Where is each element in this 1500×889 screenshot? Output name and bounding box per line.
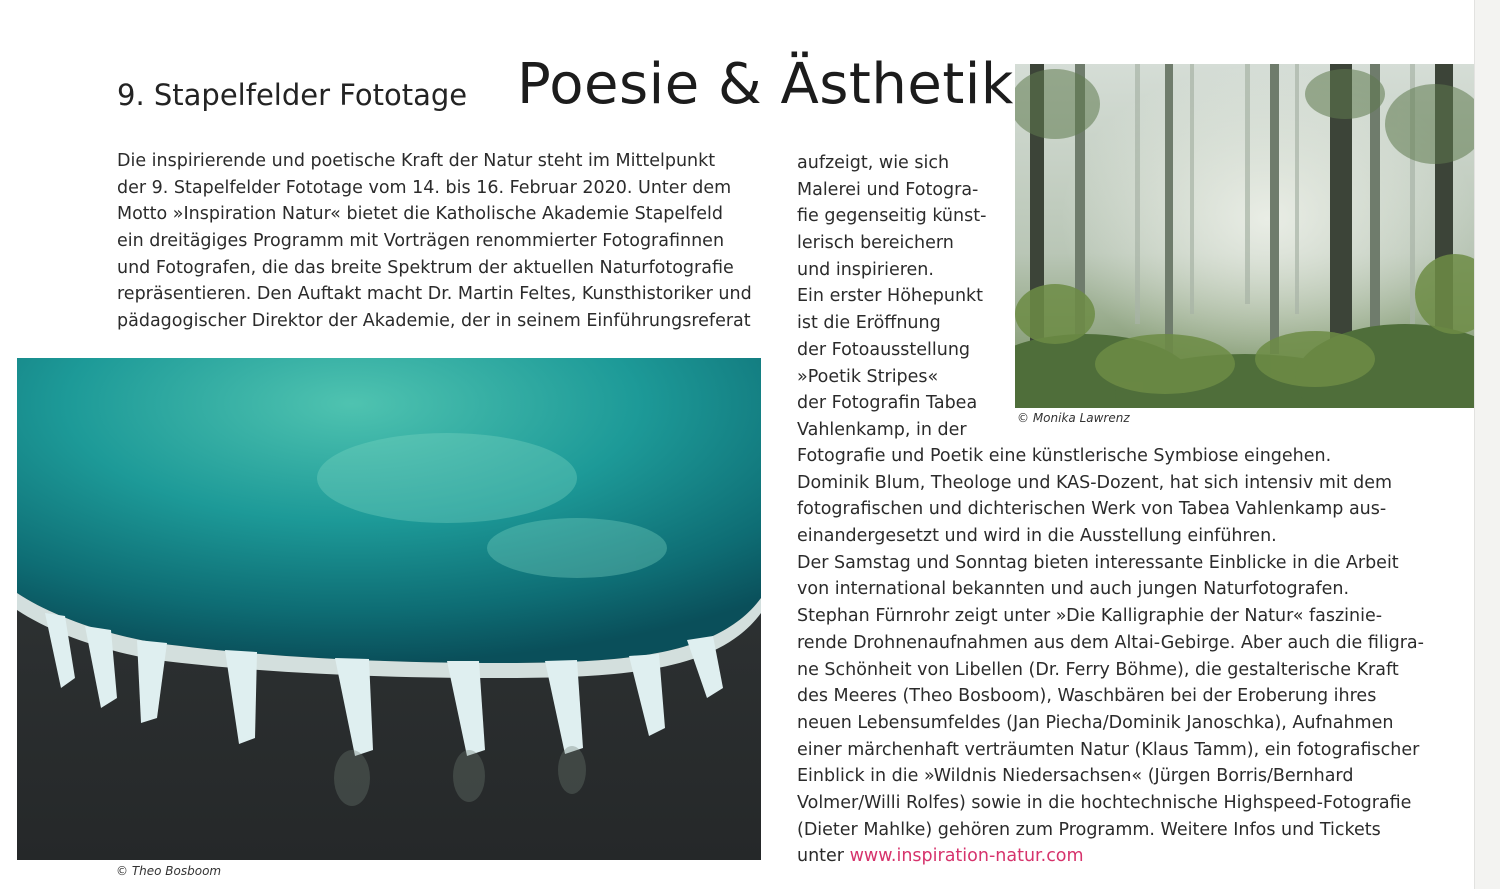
sea-photo-credit: © Theo Bosboom: [116, 864, 222, 878]
text-line: aufzeigt, wie sich: [797, 153, 950, 173]
text-line: Dominik Blum, Theologe und KAS-Dozent, hat sich intensiv mit dem: [797, 472, 1393, 493]
website-link[interactable]: www.inspiration-natur.com: [849, 846, 1084, 867]
text-line: und inspirieren.: [797, 259, 934, 280]
wide-column: [797, 443, 1424, 870]
narrow-column: [797, 150, 986, 444]
text-line: Ein erster Höhepunkt: [797, 286, 984, 307]
link-prefix: unter: [797, 846, 850, 867]
article-kicker: 9. Stapelfelder Fototage: [117, 78, 468, 112]
text-line: Die inspirierende und poetische Kraft der Natur steht im Mittelpunkt: [117, 151, 716, 171]
text-line: Volmer/Willi Rolfes) sowie in die hochtechnische Highspeed-Fotografie: [797, 792, 1412, 813]
text-line-last: [797, 843, 1424, 870]
text-line: ein dreitägiges Programm mit Vorträgen renommierter Fotografinnen: [117, 231, 725, 252]
text-line: rende Drohnenaufnahmen aus dem Altai-Gebirge. Aber auch die filigra-: [797, 632, 1424, 653]
text-line: fotografischen und dichterischen Werk von Tabea Vahlenkamp aus-: [797, 499, 1387, 520]
text-line: repräsentieren. Den Auftakt macht Dr. Martin Feltes, Kunsthistoriker und: [117, 284, 752, 305]
text-line: (Dieter Mahlke) gehören zum Programm. Weitere Infos und Tickets: [797, 819, 1381, 840]
text-line: Fotografie und Poetik eine künstlerische Symbiose eingehen.: [797, 446, 1332, 466]
text-line: der 9. Stapelfelder Fototage vom 14. bis 16. Februar 2020. Unter dem: [117, 177, 732, 198]
text-line: Einblick in die »Wildnis Niedersachsen« (Jürgen Borris/Bernhard: [797, 766, 1354, 787]
text-line: neuen Lebensumfeldes (Jan Piecha/Dominik Janoschka), Aufnahmen: [797, 712, 1394, 733]
text-line: von international bekannten und auch jungen Naturfotografen.: [797, 579, 1350, 600]
sea-image: [17, 358, 761, 860]
forest-image: [1015, 64, 1474, 408]
text-line: fie gegenseitig künst-: [797, 206, 987, 227]
text-line: »Poetik Stripes«: [797, 366, 939, 387]
text-line: ist die Eröffnung: [797, 313, 941, 334]
text-line: Motto »Inspiration Natur« bietet die Katholische Akademie Stapelfeld: [117, 204, 723, 225]
text-line: und Fotografen, die das breite Spektrum der aktuellen Naturfotografie: [117, 257, 734, 278]
intro-paragraph: [117, 148, 752, 335]
text-line: Stephan Fürnrohr zeigt unter »Die Kalligraphie der Natur« faszinie-: [797, 606, 1383, 627]
text-line: des Meeres (Theo Bosboom), Waschbären bei der Eroberung ihres: [797, 686, 1377, 707]
text-line: einer märchenhaft verträumten Natur (Klaus Tamm), ein fotografischer: [797, 739, 1420, 760]
text-line: einandergesetzt und wird in die Ausstellung einführen.: [797, 526, 1277, 547]
text-line: der Fotografin Tabea: [797, 393, 978, 414]
text-line: Der Samstag und Sonntag bieten interessante Einblicke in die Arbeit: [797, 552, 1399, 573]
text-line: ne Schönheit von Libellen (Dr. Ferry Böhme), die gestalterische Kraft: [797, 659, 1399, 680]
article-headline: Poesie & Ästhetik: [517, 52, 1014, 117]
text-line: Malerei und Fotogra-: [797, 179, 979, 200]
page-edge: [1474, 0, 1500, 889]
text-line: der Fotoausstellung: [797, 339, 971, 360]
sea-photo: [17, 358, 761, 860]
forest-photo-credit: © Monika Lawrenz: [1017, 411, 1130, 425]
text-line: Vahlenkamp, in der: [797, 419, 967, 440]
forest-photo: [1015, 64, 1474, 408]
text-line: pädagogischer Direktor der Akademie, der in seinem Einführungsreferat: [117, 311, 751, 332]
text-line: lerisch bereichern: [797, 233, 954, 254]
